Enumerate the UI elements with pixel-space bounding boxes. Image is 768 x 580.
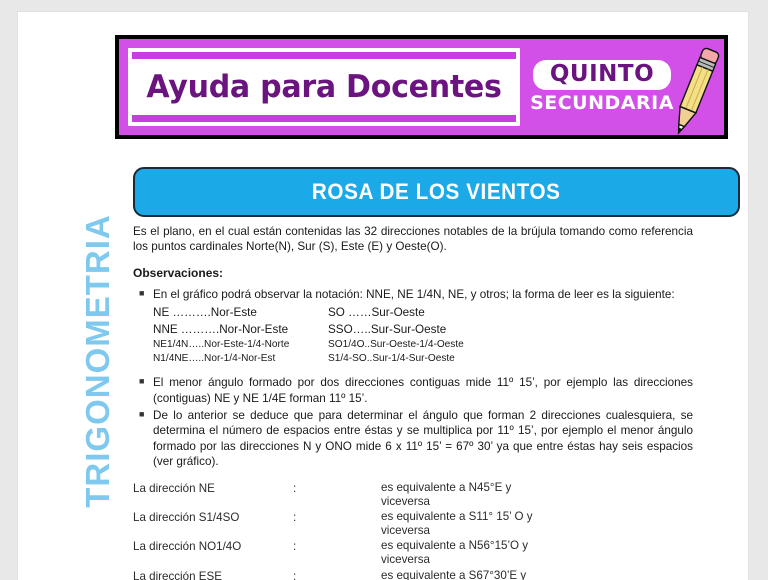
notation-list [133,305,693,366]
lesson-title-box [133,167,740,217]
notation-left: NE1/4N…..Nor-Este-1/4-Norte [153,338,290,350]
banner-title: Ayuda para Docentes [146,69,502,105]
equivalence-viceversa: viceversa [381,524,430,538]
notation-row [153,305,693,321]
banner-title-block [128,48,520,126]
observation-bullet [133,408,693,470]
equivalence-value-text: es equivalente a N56°15’O y [381,539,529,553]
equivalence-direction: La dirección S1/4SO [133,511,240,525]
observation-text: En el gráfico podrá observar la notación: NNE, NE 1/4N, NE, y otros; la forma de leer es la siguiente: [153,287,675,301]
equivalence-value [381,569,693,580]
bullet-marker-icon: ■ [139,376,145,387]
notation-row [153,322,693,338]
notation-right: SO ……Sur-Oeste [328,306,425,320]
equivalence-row [133,539,693,567]
notation-left: NNE ……….Nor-Nor-Este [153,322,289,336]
intro-paragraph: Es el plano, en el cual están contenidas las 32 direcciones notables de la brújula tomando como referencia los puntos cardinales Norte(N), Sur (S), Este (E) y Oeste(O). [133,225,693,254]
grade-badge: QUINTO [533,60,671,89]
pencil-icon [668,43,722,139]
notation-row [153,352,693,366]
level-label: SECUNDARIA [530,91,674,114]
equivalence-viceversa: viceversa [381,494,430,508]
equivalence-colon: : [293,511,297,525]
banner-stripe-top [132,52,516,59]
notation-right: S1/4-SO..Sur-1/4-Sur-Oeste [328,353,455,365]
observations-heading: Observaciones: [133,265,224,280]
subject-vertical-label: TRIGONOMETRIA [79,214,116,508]
bullet-marker-icon: ■ [139,287,145,298]
notation-row [153,338,693,352]
equivalence-direction: La dirección ESE [133,569,222,580]
notation-left: N1/4NE…..Nor-1/4-Nor-Est [153,353,276,365]
header-banner [115,35,728,139]
equivalence-row [133,569,693,580]
observation-text: El menor ángulo formado por dos direcciones contiguas mide 11º 15’, por ejemplo las direcciones (contiguas) NE y NE 1/4E forman 11º 15’. [153,376,693,405]
bullet-marker-icon: ■ [139,409,145,420]
equivalence-table [133,481,693,580]
equivalence-colon: : [293,569,297,580]
notation-right: SO1/4O..Sur-Oeste-1/4-Oeste [328,338,464,350]
equivalence-viceversa: viceversa [381,553,430,567]
document-page [18,12,748,580]
equivalence-direction: La dirección NO1/4O [133,540,242,554]
equivalence-value-text: es equivalente a N45°E y [381,480,512,494]
equivalence-row [133,481,693,509]
equivalence-value [381,510,693,538]
lesson-content [133,224,693,580]
observation-bullet [133,287,693,302]
equivalence-value-text: es equivalente a S11° 15’ O y [381,510,533,524]
equivalence-colon: : [293,540,297,554]
notation-right: SSO…..Sur-Sur-Oeste [328,322,447,336]
banner-grade-block [520,39,724,135]
equivalence-value-text: es equivalente a S67°30’E y [381,568,527,580]
equivalence-colon: : [293,481,297,495]
observation-bullet [133,375,693,406]
banner-stripe-bottom [132,115,516,122]
equivalence-value [381,481,693,509]
notation-left: NE ……….Nor-Este [153,306,257,320]
equivalence-row [133,510,693,538]
lesson-title: ROSA DE LOS VIENTOS [312,179,561,204]
equivalence-value [381,539,693,567]
equivalence-direction: La dirección NE [133,481,215,495]
observation-text: De lo anterior se deduce que para determinar el ángulo que forman 2 direcciones cualesquiera, se determina el número de espacios entre éstas y se multiplica por 11º 15’, por ejemplo el menor ángulo formado por las direcciones N y ONO mide 6 x 11º 15’ = 67º 30’ ya que entre éstas hay seis espacios (ver gráfico). [153,409,693,469]
